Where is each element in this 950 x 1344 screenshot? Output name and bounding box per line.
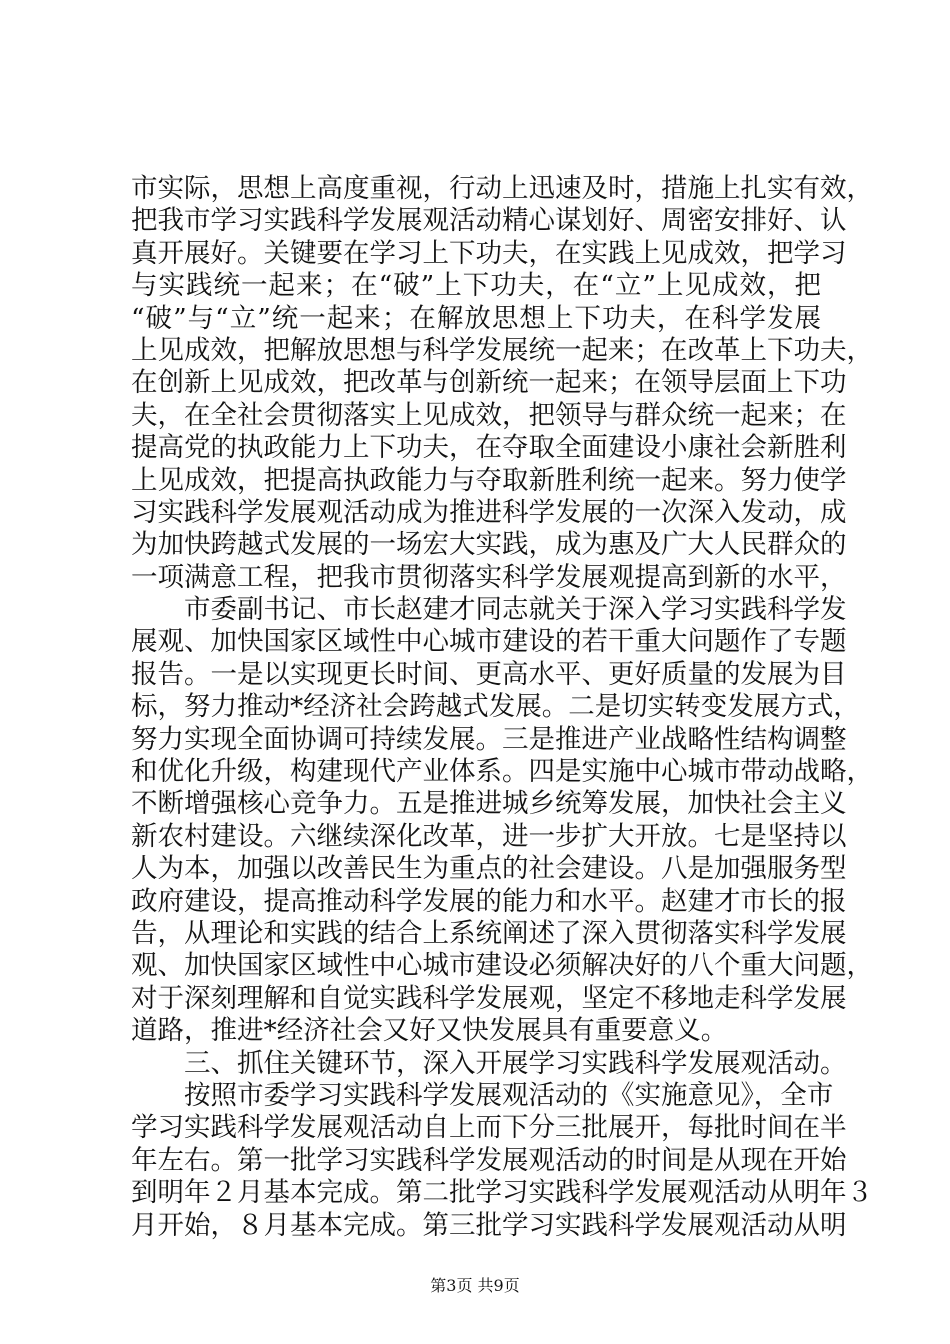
- text-line: 对于深刻理解和自觉实践科学发展观，坚定不移地走科学发展: [131, 982, 847, 1014]
- paragraph-2: [131, 594, 873, 1047]
- text-line: 与实践统一起来；在“破”上下功夫，在“立”上见成效，把: [131, 270, 821, 302]
- text-line: 夫，在全社会贯彻落实上见成效，把领导与群众统一起来；在: [131, 399, 847, 431]
- text-line: 告，从理论和实践的结合上系统阐述了深入贯彻落实科学发展: [131, 917, 847, 949]
- text-line: 到明年２月基本完成。第二批学习实践科学发展观活动从明年３: [131, 1177, 873, 1209]
- text-line: 月开始，８月基本完成。第三批学习实践科学发展观活动从明: [131, 1209, 847, 1241]
- text-line: 上见成效，把提高执政能力与夺取新胜利统一起来。努力使学: [131, 464, 847, 496]
- text-line: 不断增强核心竞争力。五是推进城乡统筹发展，加快社会主义: [131, 788, 847, 820]
- text-line: “破”与“立”统一起来；在解放思想上下功夫，在科学发展: [131, 302, 821, 334]
- paragraph-1: [131, 173, 873, 594]
- text-line: 和优化升级，构建现代产业体系。四是实施中心城市带动战略，: [131, 756, 873, 788]
- text-line: 努力实现全面协调可持续发展。三是推进产业战略性结构调整: [131, 723, 847, 755]
- text-line: 习实践科学发展观活动成为推进科学发展的一次深入发动，成: [131, 496, 847, 528]
- text-line: 观、加快国家区域性中心城市建设必须解决好的八个重大问题，: [131, 950, 873, 982]
- document-body: [131, 173, 873, 1242]
- text-line: 在创新上见成效，把改革与创新统一起来；在领导层面上下功: [131, 367, 847, 399]
- text-line: 按照市委学习实践科学发展观活动的《实施意见》，全市: [184, 1079, 834, 1111]
- text-line: 政府建设，提高推动科学发展的能力和水平。赵建才市长的报: [131, 885, 847, 917]
- section-heading: [131, 1047, 847, 1080]
- text-line: 报告。一是以实现更长时间、更高水平、更好质量的发展为目: [131, 658, 847, 690]
- text-line: 为加快跨越式发展的一场宏大实践，成为惠及广大人民群众的: [131, 529, 847, 561]
- text-line: 人为本，加强以改善民生为重点的社会建设。八是加强服务型: [131, 853, 847, 885]
- text-line: 年左右。第一批学习实践科学发展观活动的时间是从现在开始: [131, 1144, 847, 1176]
- text-line: 新农村建设。六继续深化改革，进一步扩大开放。七是坚持以: [131, 820, 847, 852]
- text-line: 市实际，思想上高度重视，行动上迅速及时，措施上扎实有效，: [131, 173, 873, 204]
- text-line: 上见成效，把解放思想与科学发展统一起来；在改革上下功夫，: [131, 334, 873, 366]
- text-line: 展观、加快国家区域性中心城市建设的若干重大问题作了专题: [131, 626, 847, 658]
- text-line: 道路，推进*经济社会又好又快发展具有重要意义。: [131, 1015, 728, 1047]
- text-line: 提高党的执政能力上下功夫，在夺取全面建设小康社会新胜利: [131, 432, 847, 464]
- text-line: 一项满意工程，把我市贯彻落实科学发展观提高到新的水平，: [131, 561, 847, 593]
- text-line: 真开展好。关键要在学习上下功夫，在实践上见成效，把学习: [131, 237, 847, 269]
- text-line: 把我市学习实践科学发展观活动精心谋划好、周密安排好、认: [131, 205, 847, 237]
- page-footer: 第3页 共9页: [430, 1276, 520, 1295]
- paragraph-3: [131, 1079, 873, 1242]
- text-line: 市委副书记、市长赵建才同志就关于深入学习实践科学发: [184, 594, 847, 626]
- text-line: 学习实践科学发展观活动自上而下分三批展开，每批时间在半: [131, 1112, 847, 1144]
- text-line: 三、抓住关键环节，深入开展学习实践科学发展观活动。: [184, 1047, 847, 1079]
- text-line: 标，努力推动*经济社会跨越式发展。二是切实转变发展方式，: [131, 691, 860, 723]
